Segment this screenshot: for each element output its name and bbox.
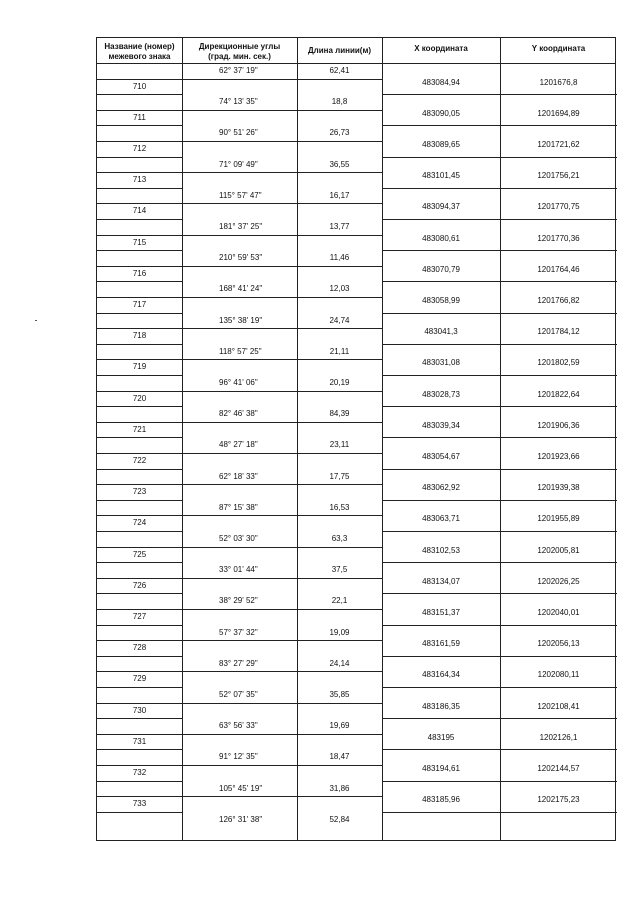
x-coordinate: 483063,71 (422, 514, 460, 524)
direction-angle: 87° 15' 38" (219, 502, 258, 512)
coordinates-table (96, 37, 616, 841)
y-coordinate: 1201939,38 (537, 483, 580, 493)
row-divider (97, 453, 382, 454)
row-divider (382, 406, 617, 407)
row-divider (97, 437, 182, 438)
y-coordinate: 1202175,23 (537, 795, 580, 805)
row-divider (382, 344, 617, 345)
line-length: 12,03 (329, 284, 350, 294)
line-length: 63,3 (331, 534, 348, 543)
header-angle: Дирекционные углы (град. мин. сек.) (198, 42, 281, 61)
direction-angle: 168° 41' 24" (219, 284, 263, 294)
line-length: 31,86 (329, 783, 350, 793)
point-name: 731 (132, 736, 147, 746)
line-length: 35,85 (329, 690, 350, 699)
y-coordinate: 1202080,11 (537, 670, 580, 680)
line-length: 23,11 (329, 440, 350, 450)
line-length: 22,1 (331, 596, 348, 606)
x-coordinate: 483041,3 (424, 327, 458, 337)
row-divider (97, 812, 182, 813)
row-divider (97, 313, 182, 314)
line-length: 17,75 (329, 471, 350, 481)
row-divider (382, 437, 617, 438)
row-divider (97, 734, 382, 735)
point-name: 715 (132, 237, 147, 247)
point-name: 717 (132, 300, 147, 309)
y-coordinate: 1201764,46 (537, 264, 580, 274)
y-coordinate: 1201721,62 (537, 140, 580, 149)
line-length: 16,17 (329, 190, 350, 200)
x-coordinate: 483058,99 (422, 296, 460, 305)
x-coordinate: 483134,07 (422, 576, 460, 586)
x-coordinate: 483161,59 (422, 639, 460, 649)
line-length: 19,09 (329, 627, 350, 637)
row-divider (97, 547, 382, 548)
point-name: 723 (132, 487, 147, 497)
x-coordinate: 483102,53 (422, 545, 460, 555)
row-divider (97, 765, 382, 766)
x-coordinate: 483039,34 (422, 420, 460, 430)
y-coordinate: 1201766,82 (537, 296, 580, 305)
point-name: 710 (132, 81, 147, 91)
direction-angle: 118° 57' 25" (219, 346, 262, 356)
row-divider (97, 141, 382, 142)
row-divider (97, 172, 382, 173)
direction-angle: 33° 01' 44" (219, 565, 258, 575)
y-coordinate: 1202005,81 (537, 545, 580, 555)
x-coordinate: 483194,61 (422, 764, 460, 773)
row-divider (97, 531, 182, 532)
direction-angle: 74° 13' 35" (219, 97, 258, 107)
x-coordinate: 483080,61 (422, 233, 460, 243)
y-coordinate: 1201923,66 (537, 452, 580, 461)
line-length: 62,41 (329, 66, 350, 75)
row-divider (97, 203, 382, 204)
y-coordinate: 1202126,1 (539, 732, 578, 742)
line-length: 20,19 (329, 378, 350, 387)
point-name: 719 (132, 362, 147, 372)
y-coordinate: 1202056,13 (537, 639, 580, 649)
direction-angle: 91° 12' 35" (219, 752, 258, 762)
y-coordinate: 1201756,21 (537, 171, 580, 181)
direction-angle: 135° 38' 19" (219, 315, 263, 325)
point-name: 728 (132, 643, 147, 653)
point-name: 726 (132, 580, 147, 590)
row-divider (382, 500, 617, 501)
row-divider (97, 484, 382, 485)
point-name: 722 (132, 456, 147, 465)
direction-angle: 90° 51' 26" (219, 128, 258, 138)
direction-angle: 63° 56' 33" (219, 721, 258, 731)
x-coordinate: 483090,05 (422, 108, 460, 118)
point-name: 720 (132, 393, 147, 403)
row-divider (382, 250, 617, 251)
row-divider (382, 281, 617, 282)
point-name: 732 (132, 768, 147, 777)
point-name: 712 (132, 144, 147, 153)
row-divider (97, 640, 382, 641)
direction-angle: 82° 46' 38" (219, 409, 258, 419)
header-divider (97, 63, 615, 64)
row-divider (97, 578, 382, 579)
row-divider (97, 375, 182, 376)
row-divider (97, 718, 182, 719)
row-divider (97, 406, 182, 407)
row-divider (97, 188, 182, 189)
row-divider (97, 110, 382, 111)
line-length: 19,69 (329, 721, 350, 731)
point-name: 729 (132, 674, 147, 684)
x-coordinate: 483186,35 (422, 701, 460, 711)
point-name: 711 (133, 112, 146, 122)
y-coordinate: 1201694,89 (537, 108, 580, 118)
x-coordinate: 483062,92 (422, 483, 460, 493)
y-coordinate: 1202040,01 (537, 608, 580, 617)
row-divider (97, 781, 182, 782)
row-divider (382, 469, 617, 470)
point-name: 730 (132, 705, 147, 715)
row-divider (382, 687, 617, 688)
direction-angle: 48° 27' 18" (219, 440, 258, 450)
x-coordinate: 483164,34 (422, 670, 460, 680)
y-coordinate: 1201770,36 (537, 233, 580, 243)
row-divider (97, 703, 382, 704)
y-coordinate: 1202026,25 (537, 576, 580, 586)
row-divider (97, 422, 382, 423)
row-divider (97, 235, 382, 236)
header-length: Длина линии(м) (307, 46, 372, 55)
line-length: 16,53 (329, 502, 350, 512)
point-name: 725 (132, 549, 147, 559)
row-divider (382, 656, 617, 657)
direction-angle: 57° 37' 32" (219, 627, 258, 637)
point-name: 724 (132, 518, 147, 528)
direction-angle: 181° 37' 25" (219, 222, 263, 231)
row-divider (382, 562, 617, 563)
row-divider (382, 531, 617, 532)
column-divider (297, 38, 298, 840)
row-divider (97, 500, 182, 501)
y-coordinate: 1201770,75 (537, 202, 580, 212)
row-divider (97, 609, 382, 610)
row-divider (97, 250, 182, 251)
x-coordinate: 483070,79 (422, 264, 460, 274)
y-coordinate: 1201955,89 (537, 514, 580, 524)
line-length: 84,39 (329, 409, 350, 419)
line-length: 21,11 (329, 346, 350, 356)
row-divider (382, 375, 617, 376)
row-divider (382, 593, 617, 594)
row-divider (97, 266, 382, 267)
row-divider (97, 656, 182, 657)
row-divider (97, 671, 382, 672)
direction-angle: 96° 41' 06" (219, 378, 258, 387)
x-coordinate: 483195 (427, 732, 455, 742)
point-name: 716 (132, 268, 147, 278)
x-coordinate: 483094,37 (422, 202, 460, 212)
y-coordinate: 1201802,59 (537, 358, 580, 368)
row-divider (97, 219, 182, 220)
column-divider (500, 38, 501, 840)
y-coordinate: 1201784,12 (537, 327, 580, 337)
row-divider (97, 125, 182, 126)
point-name: 718 (132, 331, 147, 341)
line-length: 36,55 (329, 159, 350, 169)
direction-angle: 210° 59' 53" (219, 253, 263, 263)
line-length: 13,77 (329, 222, 350, 231)
point-name: 733 (132, 799, 147, 809)
row-divider (97, 391, 382, 392)
row-divider (97, 796, 382, 797)
x-coordinate: 483028,73 (422, 389, 460, 399)
row-divider (382, 625, 617, 626)
row-divider (97, 515, 382, 516)
row-divider (382, 219, 617, 220)
x-coordinate: 483031,08 (422, 358, 460, 368)
y-coordinate: 1201906,36 (537, 420, 580, 430)
column-divider (382, 38, 383, 840)
row-divider (97, 749, 182, 750)
row-divider (97, 469, 182, 470)
row-divider (97, 281, 182, 282)
row-divider (97, 297, 382, 298)
x-coordinate: 483151,37 (422, 608, 460, 617)
x-coordinate: 483101,45 (422, 171, 460, 181)
line-length: 26,73 (329, 128, 350, 138)
row-divider (97, 157, 182, 158)
direction-angle: 126° 31' 38" (219, 814, 263, 824)
row-divider (97, 328, 382, 329)
row-divider (97, 94, 182, 95)
header-x: X координата (414, 44, 468, 53)
header-y: Y координата (531, 44, 586, 53)
direction-angle: 62° 18' 33" (219, 471, 258, 481)
row-divider (382, 94, 617, 95)
direction-angle: 62° 37' 19" (219, 66, 258, 75)
row-divider (382, 157, 617, 158)
line-length: 11,46 (329, 253, 350, 263)
x-coordinate: 483084,94 (422, 77, 460, 87)
row-divider (97, 625, 182, 626)
point-name: 713 (132, 175, 147, 185)
direction-angle: 105° 45' 19" (219, 783, 263, 793)
row-divider (97, 687, 182, 688)
direction-angle: 71° 09' 49" (219, 159, 258, 169)
row-divider (382, 718, 617, 719)
line-length: 24,14 (329, 658, 350, 668)
row-divider (382, 781, 617, 782)
y-coordinate: 1201676,8 (539, 77, 578, 87)
line-length: 24,74 (329, 315, 350, 325)
line-length: 18,8 (331, 97, 348, 107)
row-divider (382, 749, 617, 750)
direction-angle: 38° 29' 52" (219, 596, 258, 606)
direction-angle: 52° 03' 30" (219, 534, 258, 543)
stray-mark (35, 320, 37, 321)
y-coordinate: 1202144,57 (537, 764, 580, 773)
point-name: 721 (132, 424, 147, 434)
x-coordinate: 483185,96 (422, 795, 460, 805)
x-coordinate: 483054,67 (422, 452, 460, 461)
row-divider (97, 344, 182, 345)
point-name: 714 (132, 206, 147, 216)
line-length: 52,84 (329, 814, 350, 824)
row-divider (382, 313, 617, 314)
row-divider (382, 188, 617, 189)
header-name: Название (номер) межевого знака (104, 42, 175, 61)
direction-angle: 83° 27' 29" (219, 658, 258, 668)
direction-angle: 115° 57' 47" (219, 190, 262, 200)
point-name: 727 (132, 612, 147, 621)
row-divider (382, 125, 617, 126)
row-divider (97, 562, 182, 563)
line-length: 37,5 (331, 565, 348, 575)
line-length: 18,47 (329, 752, 350, 762)
direction-angle: 52° 07' 35" (219, 690, 258, 699)
row-divider (382, 812, 617, 813)
x-coordinate: 483089,65 (422, 140, 460, 149)
row-divider (97, 79, 382, 80)
row-divider (97, 359, 382, 360)
y-coordinate: 1202108,41 (537, 701, 580, 711)
y-coordinate: 1201822,64 (537, 389, 580, 399)
row-divider (97, 593, 182, 594)
column-divider (182, 38, 183, 840)
